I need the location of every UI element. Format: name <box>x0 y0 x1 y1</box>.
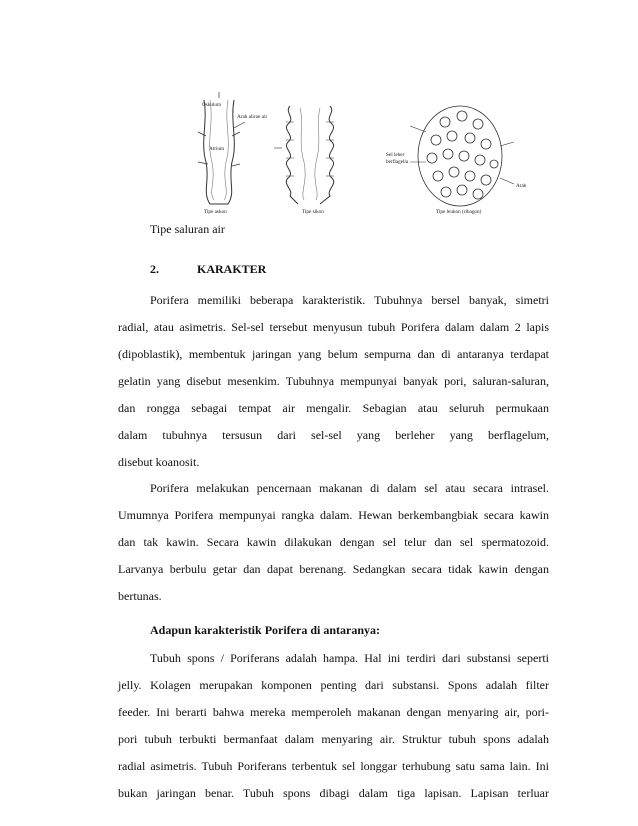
paragraph-line: Porifera melakukan pencernaan makanan di dalam sel atau secara intrasel. <box>150 481 549 495</box>
paragraph-line: dan rongga sebagai tempat air mengalir. Sebagian atau seluruh permukaan <box>118 401 549 415</box>
paragraph-line: Larvanya berbulu getar dan dapat berenang. Sedangkan secara tidak kawin dengan <box>118 562 549 576</box>
label-arah-aliran-air: Arah aliran air <box>237 114 268 120</box>
label-arah: Arah <box>516 183 527 189</box>
label-atrium: Atrium <box>209 146 224 152</box>
paragraph-line: radial, atau asimetris. Sel-sel tersebut menyusun tubuh Porifera dalam dalam 2 lapis <box>118 320 549 334</box>
paragraph-line: Porifera memiliki beberapa karakteristik. Tubuhnya bersel banyak, simetri <box>150 293 549 307</box>
paragraph-line: feeder. Ini berarti bahwa mereka memperoleh makanan dengan menyaring air, pori- <box>118 705 549 719</box>
label-tipe-sikon: Tipe sikon <box>302 209 324 215</box>
paragraph-line: pori tubuh terbukti bermanfaat dalam menyaring air. Struktur tubuh spons adalah <box>118 732 549 746</box>
paragraph-line: bertunas. <box>118 589 162 603</box>
paragraph-line: disebut koanosit. <box>118 455 200 469</box>
paragraph-line: (dipoblastik), membentuk jaringan yang belum sempurna dan di antaranya terdapat <box>118 347 549 361</box>
label-tipe-leukon: Tipe leukon (ribagon) <box>436 209 482 215</box>
label-oskulum: Oskulum <box>202 102 222 108</box>
paragraph-line: Umumnya Porifera mempunyai rangka dalam. Hewan berkembangbiak secara kawin <box>118 508 549 522</box>
paragraph-line: gelatin yang disebut mesenkim. Tubuhnya mempunyai banyak pori, saluran-saluran, <box>118 374 549 388</box>
paragraph-line: dalam tubuhnya tersusun dari sel-sel yang berleher yang berflagelum, <box>118 428 549 442</box>
leukon-type-drawing <box>410 106 514 206</box>
section-title: KARAKTER <box>197 262 267 276</box>
paragraph-line: dan tak kawin. Secara kawin dilakukan dengan sel telur dan sel spermatozoid. <box>118 535 549 549</box>
label-berflagella: berflagella <box>386 159 409 165</box>
section-number: 2. <box>150 262 159 276</box>
sikon-type-drawing <box>274 106 334 204</box>
paragraph-line: bukan jaringan benar. Tubuh spons dibagi dalam tiga lapisan. Lapisan terluar <box>118 786 549 800</box>
paragraph-line: Tubuh spons / Poriferans adalah hampa. Hal ini terdiri dari substansi seperti <box>150 651 549 665</box>
sponge-illustration <box>190 92 556 220</box>
paragraph-line: radial asimetris. Tubuh Poriferans terbentuk sel longgar terhubung satu sama lain. Ini <box>118 759 549 773</box>
subheading: Adapun karakteristik Porifera di antaranya: <box>150 623 381 637</box>
paragraph-line: jelly. Kolagen merupakan komponen penting dari substansi. Spons adalah filter <box>118 678 549 692</box>
figure-caption: Tipe saluran air <box>150 222 225 236</box>
label-tipe-askon: Tipe askon <box>204 209 227 215</box>
label-sel-leher: Sel leher <box>386 152 405 158</box>
sponge-canal-types-figure <box>190 92 556 220</box>
